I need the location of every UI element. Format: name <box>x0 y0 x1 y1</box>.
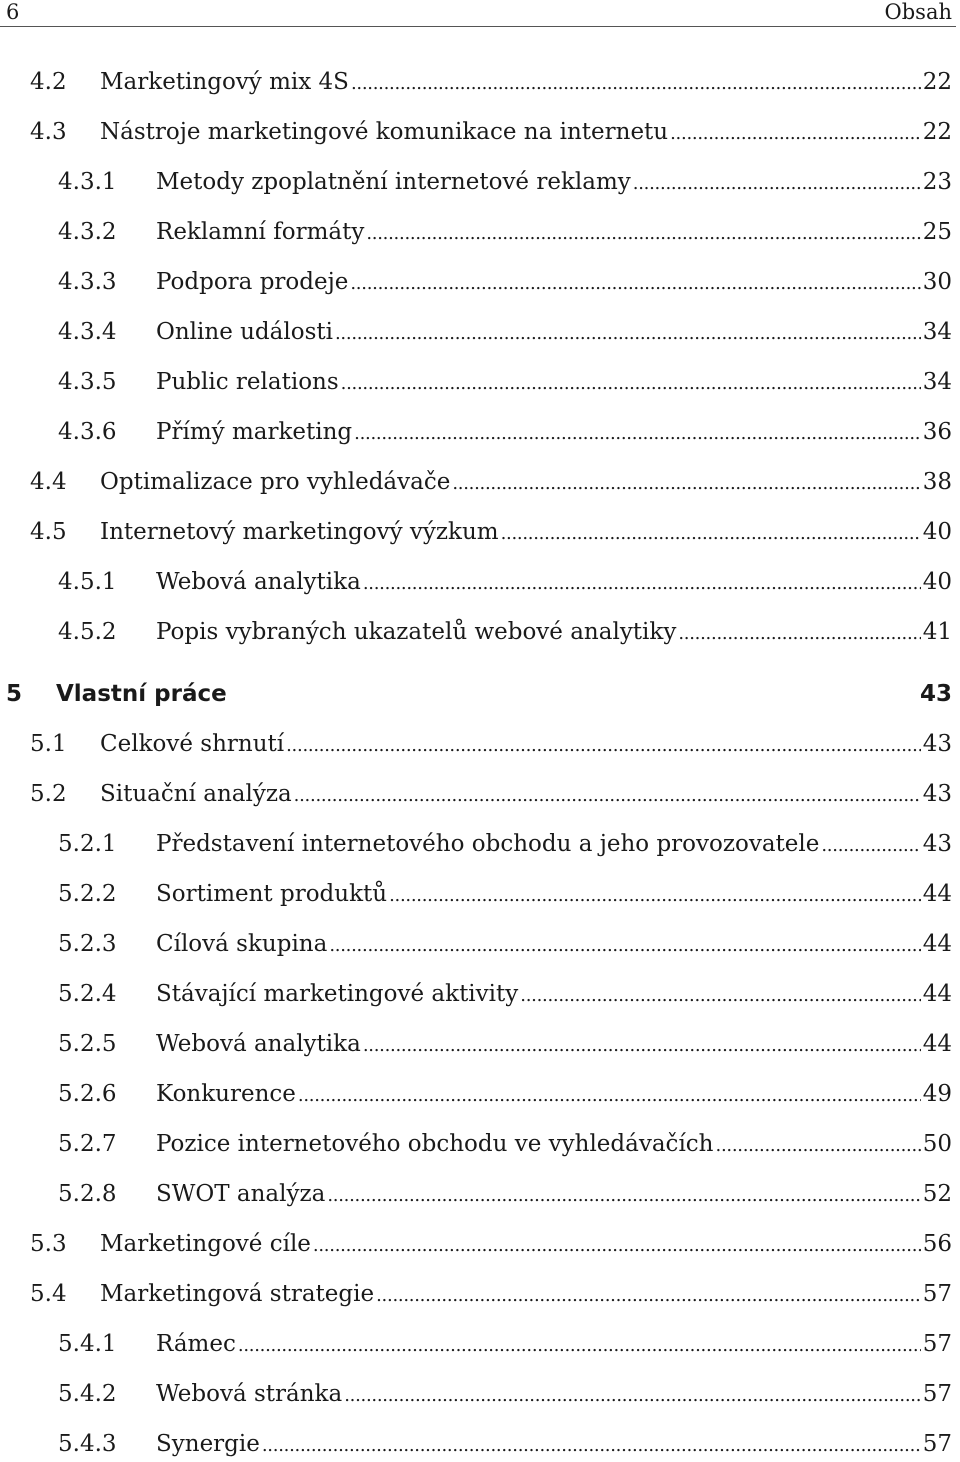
toc-dot-leader <box>350 266 920 300</box>
toc-entry[interactable] <box>30 516 952 548</box>
toc-entry-title: Metody zpoplatnění internetové reklamy <box>156 169 631 195</box>
toc-entry-number: 5.2.1 <box>58 831 117 857</box>
toc-entry-title: Stávající marketingové aktivity <box>156 981 519 1007</box>
toc-entry-number: 5.4.3 <box>58 1431 117 1457</box>
toc-entry-number: 4.3.6 <box>58 419 117 445</box>
toc-entry-title: Nástroje marketingové komunikace na internetu <box>100 119 669 145</box>
toc-entry-page: 43 <box>922 731 952 757</box>
toc-entry-page: 57 <box>922 1381 952 1407</box>
toc-entry-title: Online události <box>156 319 333 345</box>
toc-entry-number: 4.5.1 <box>58 569 117 595</box>
toc-dot-leader <box>366 216 920 250</box>
toc-entry-title: Sortiment produktů <box>156 881 388 907</box>
toc-entry-number: 4.3.4 <box>58 319 117 345</box>
toc-dot-leader <box>298 1078 921 1112</box>
toc-entry-title: Synergie <box>156 1431 260 1457</box>
toc-chapter-entry[interactable] <box>6 678 952 710</box>
toc-dot-leader <box>238 1328 921 1362</box>
toc-entry[interactable] <box>30 466 952 498</box>
toc-entry-title: Marketingová strategie <box>100 1281 375 1307</box>
toc-entry-page: 30 <box>922 269 952 295</box>
toc-entry-number: 5.2.7 <box>58 1131 117 1157</box>
toc-entry[interactable] <box>58 1078 952 1110</box>
toc-entry-number: 5.2.3 <box>58 931 117 957</box>
toc-entry-page: 50 <box>922 1131 952 1157</box>
toc-entry-page: 56 <box>922 1231 952 1257</box>
toc-entry-number: 4.3.2 <box>58 219 117 245</box>
toc-dot-leader <box>329 928 920 962</box>
toc-entry-number: 5.1 <box>30 731 67 757</box>
toc-dot-leader <box>335 316 921 350</box>
toc-dot-leader <box>452 466 920 500</box>
toc-entry-page: 34 <box>922 369 952 395</box>
toc-entry-title: Webová stránka <box>156 1381 343 1407</box>
toc-dot-leader <box>633 166 921 200</box>
toc-entry[interactable] <box>58 1028 952 1060</box>
toc-entry-title: Přímý marketing <box>156 419 353 445</box>
toc-entry-number: 4.2 <box>30 69 67 95</box>
toc-entry[interactable] <box>30 1228 952 1260</box>
toc-entry-number: 5 <box>6 681 23 707</box>
toc-entry-title: Rámec <box>156 1331 236 1357</box>
toc-entry-page: 34 <box>922 319 952 345</box>
toc-entry[interactable] <box>58 1178 952 1210</box>
toc-entry-page: 40 <box>922 569 952 595</box>
toc-entry-title: Pozice internetového obchodu ve vyhledávačích <box>156 1131 714 1157</box>
running-title: Obsah <box>884 0 952 24</box>
toc-entry[interactable] <box>58 828 952 860</box>
toc-entry-title: Webová analytika <box>156 569 361 595</box>
toc-entry[interactable] <box>58 566 952 598</box>
toc-entry-page: 41 <box>922 619 952 645</box>
toc-entry-page: 22 <box>922 69 952 95</box>
toc-entry-title: Optimalizace pro vyhledávače <box>100 469 451 495</box>
toc-entry-number: 5.2.2 <box>58 881 117 907</box>
toc-entry-number: 4.3 <box>30 119 67 145</box>
toc-entry-page: 23 <box>922 169 952 195</box>
toc-entry-page: 44 <box>922 981 952 1007</box>
toc-dot-leader <box>376 1278 921 1312</box>
toc-entry[interactable] <box>58 1328 952 1360</box>
toc-entry-page: 22 <box>922 119 952 145</box>
toc-entry-page: 57 <box>922 1431 952 1457</box>
toc-dot-leader <box>294 778 921 812</box>
toc-entry[interactable] <box>58 878 952 910</box>
toc-entry[interactable] <box>58 366 952 398</box>
toc-entry-number: 5.3 <box>30 1231 67 1257</box>
toc-dot-leader <box>313 1228 921 1262</box>
toc-entry[interactable] <box>30 66 952 98</box>
toc-entry-number: 4.3.3 <box>58 269 117 295</box>
toc-entry-page: 57 <box>922 1331 952 1357</box>
toc-entry-title: Celkové shrnutí <box>100 731 285 757</box>
toc-entry-title: Situační analýza <box>100 781 292 807</box>
toc-entry[interactable] <box>58 928 952 960</box>
toc-entry-page: 43 <box>919 681 952 707</box>
toc-entry-page: 44 <box>922 1031 952 1057</box>
toc-entry-number: 5.4 <box>30 1281 67 1307</box>
toc-entry-page: 36 <box>922 419 952 445</box>
toc-dot-leader <box>821 828 920 862</box>
toc-entry-title: Popis vybraných ukazatelů webové analytiky <box>156 619 677 645</box>
toc-entry[interactable] <box>58 166 952 198</box>
toc-entry-page: 44 <box>922 881 952 907</box>
page-header <box>0 0 956 27</box>
toc-entry-number: 5.2.8 <box>58 1181 117 1207</box>
toc-entry-number: 4.3.5 <box>58 369 117 395</box>
toc-entry[interactable] <box>58 1428 952 1460</box>
toc-dot-leader <box>341 366 921 400</box>
toc-entry-number: 4.3.1 <box>58 169 117 195</box>
toc-entry-title: Vlastní práce <box>56 681 227 707</box>
toc-entry-title: Představení internetového obchodu a jeho provozovatele <box>156 831 820 857</box>
toc-entry[interactable] <box>30 116 952 148</box>
toc-dot-leader <box>520 978 920 1012</box>
toc-entry-number: 5.2.6 <box>58 1081 117 1107</box>
toc-entry-number: 5.2 <box>30 781 67 807</box>
toc-dot-leader <box>363 1028 921 1062</box>
toc-entry[interactable] <box>58 1378 952 1410</box>
toc-entry-title: Konkurence <box>156 1081 296 1107</box>
toc-dot-leader <box>670 116 921 150</box>
toc-entry[interactable] <box>58 416 952 448</box>
toc-entry-title: Marketingové cíle <box>100 1231 311 1257</box>
toc-entry[interactable] <box>30 778 952 810</box>
toc-dot-leader <box>286 728 921 762</box>
toc-entry-page: 43 <box>922 831 952 857</box>
toc-entry-number: 4.5.2 <box>58 619 117 645</box>
toc-entry-title: Internetový marketingový výzkum <box>100 519 499 545</box>
toc-entry-title: Public relations <box>156 369 339 395</box>
toc-entry-page: 43 <box>922 781 952 807</box>
toc-entry-title: Reklamní formáty <box>156 219 365 245</box>
toc-dot-leader <box>262 1428 921 1462</box>
toc-dot-leader <box>389 878 921 912</box>
toc-entry-title: SWOT analýza <box>156 1181 326 1207</box>
toc-entry[interactable] <box>58 616 952 648</box>
toc-entry-page: 44 <box>922 931 952 957</box>
toc-entry[interactable] <box>58 216 952 248</box>
toc-entry-page: 52 <box>922 1181 952 1207</box>
toc-entry[interactable] <box>58 1128 952 1160</box>
toc-entry-title: Cílová skupina <box>156 931 328 957</box>
toc-dot-leader <box>716 1128 921 1162</box>
toc-entry-page: 25 <box>922 219 952 245</box>
toc-entry-number: 4.5 <box>30 519 67 545</box>
toc-dot-leader <box>363 566 921 600</box>
toc-dot-leader <box>354 416 921 450</box>
toc-dot-leader <box>678 616 920 650</box>
toc-dot-leader <box>344 1378 921 1412</box>
toc-entry-page: 49 <box>922 1081 952 1107</box>
toc-entry-number: 5.2.4 <box>58 981 117 1007</box>
toc-dot-leader <box>501 516 921 550</box>
toc-entry-title: Marketingový mix 4S <box>100 69 349 95</box>
toc-entry-title: Webová analytika <box>156 1031 361 1057</box>
toc-entry-page: 38 <box>922 469 952 495</box>
toc-entry-page: 40 <box>922 519 952 545</box>
toc-entry[interactable] <box>58 316 952 348</box>
toc-entry[interactable] <box>30 728 952 760</box>
toc-entry-number: 5.2.5 <box>58 1031 117 1057</box>
toc-entry-number: 4.4 <box>30 469 67 495</box>
toc-entry[interactable] <box>30 1278 952 1310</box>
toc-dot-leader <box>351 66 921 100</box>
toc-entry[interactable] <box>58 266 952 298</box>
page-number: 6 <box>6 0 20 24</box>
toc-entry-number: 5.4.1 <box>58 1331 117 1357</box>
toc-entry-page: 57 <box>922 1281 952 1307</box>
toc-entry[interactable] <box>58 978 952 1010</box>
toc-dot-leader <box>327 1178 920 1212</box>
toc-entry-title: Podpora prodeje <box>156 269 349 295</box>
toc-entry-number: 5.4.2 <box>58 1381 117 1407</box>
